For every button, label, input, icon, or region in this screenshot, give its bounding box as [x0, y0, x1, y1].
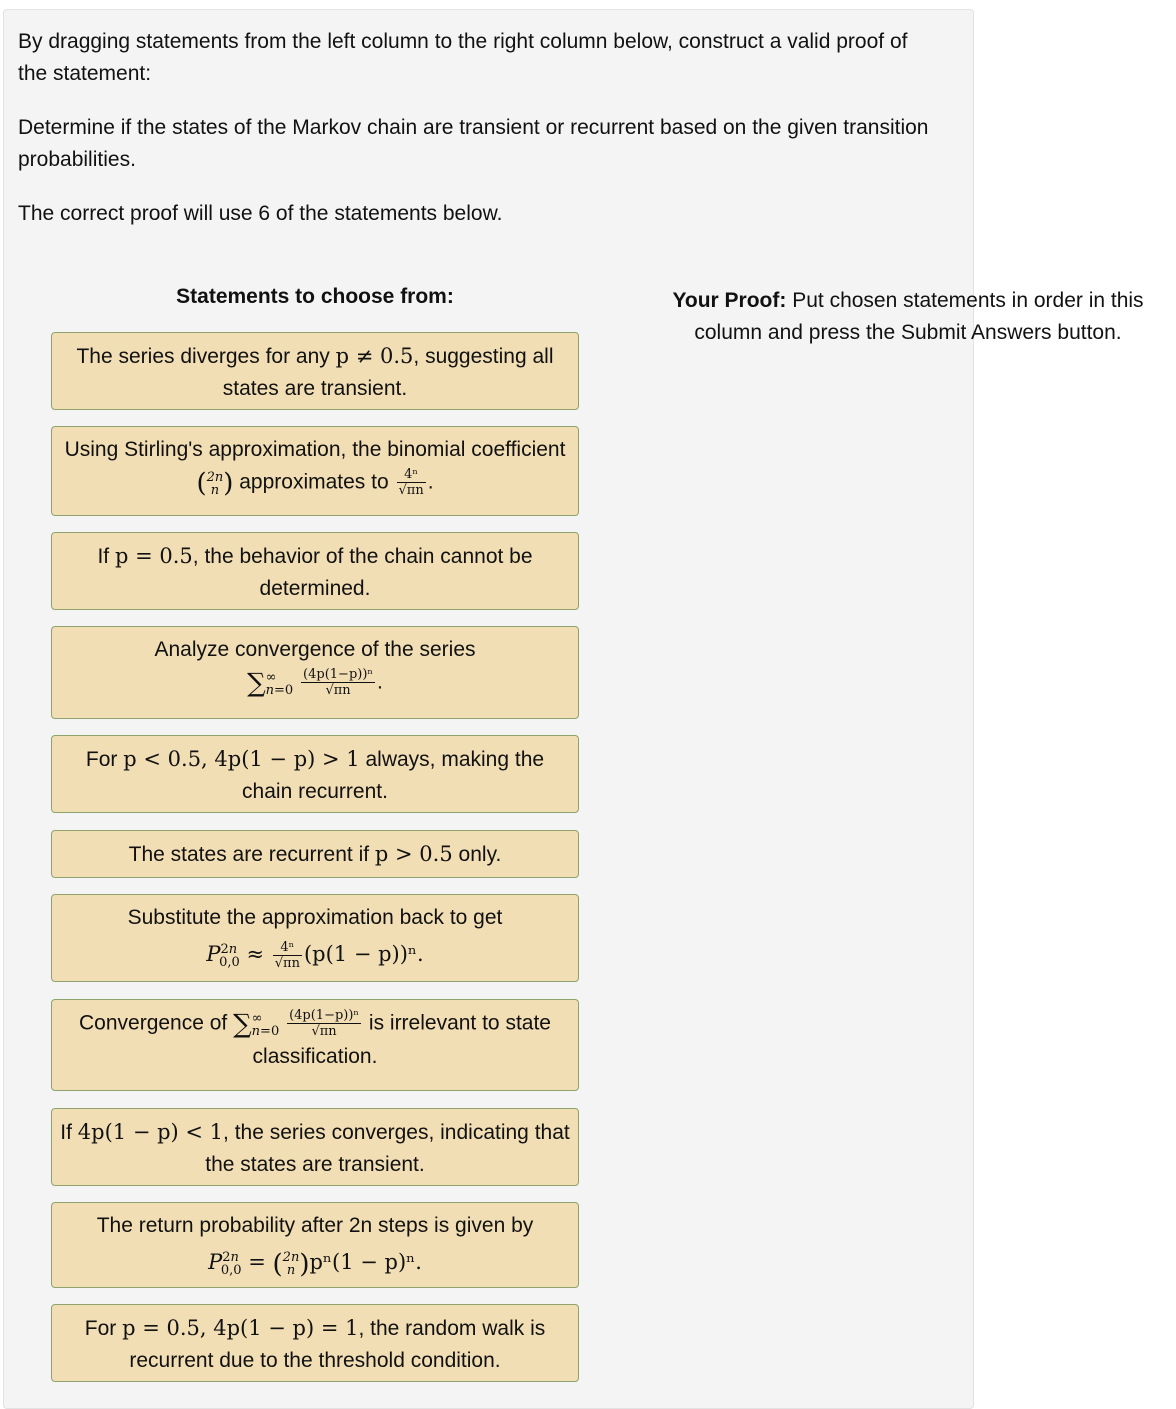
statement-card[interactable]: The return probability after 2n steps is given by $P^{2n}_{0,0} = (2n$ n )pⁿ(1 − p)ⁿ. — [51, 1202, 579, 1288]
math-expression: $P^{2n}_{0,0}$ = — [208, 1250, 273, 1279]
statement-card[interactable]: Using Stirling's approximation, the binomial coefficient (2n n ) approximates to $\frac{\text{4ⁿ}}{√\pi n}$ . — [51, 426, 579, 516]
math-expression: p > 0.5 — [374, 842, 453, 866]
sum-expression: ∑∞ n=0 — [247, 668, 294, 699]
statement-card[interactable]: For p = 0.5, 4p(1 − p) = 1, the random walk is recurrent due to the threshold condition. — [51, 1304, 579, 1382]
math-expression: p < 0.5, 4p(1 − p) > 1 — [123, 747, 360, 771]
binomial-expression: (2n n ) — [272, 1249, 310, 1280]
proof-title-text: Put chosen statements in order in this column and press the Submit Answers button. — [694, 289, 1144, 344]
sum-expression: ∑∞ n=0 — [233, 1009, 280, 1040]
math-expression: $P^{2n}_{0,0}$ ≈ — [206, 942, 271, 971]
proof-column-title[interactable] — [640, 285, 1176, 349]
math-expression: p = 0.5, 4p(1 − p) = 1 — [122, 1316, 359, 1340]
fraction: $\frac{\text{4ⁿ}}{√\pi n}$ — [274, 939, 300, 971]
problem-statement: Determine if the states of the Markov chain are transient or recurrent based on the given transition probabilities. — [18, 116, 929, 171]
fraction: $\frac{\text{4ⁿ}}{√\pi n}$ — [398, 467, 424, 499]
statement-card[interactable]: Analyze convergence of the series ∑∞ n=0 $\frac{\text{(4p(1−p))ⁿ}}{√\pi n}$ . — [51, 626, 579, 719]
math-expression: p ≠ 0.5 — [335, 344, 414, 368]
question-intro — [18, 26, 938, 252]
instruction-text: By dragging statements from the left column to the right column below, construct a valid proof of the statement: — [18, 30, 908, 85]
statement-card[interactable]: If 4p(1 − p) < 1, the series converges, indicating that the states are transient. — [51, 1108, 579, 1186]
statement-card[interactable]: The series diverges for any p ≠ 0.5, suggesting all states are transient. — [51, 332, 579, 410]
fraction: $\frac{\text{(4p(1−p))ⁿ}}{√\pi n}$ — [289, 1008, 360, 1040]
statement-card[interactable]: If p = 0.5, the behavior of the chain cannot be determined. — [51, 532, 579, 610]
statements-column-title: Statements to choose from: — [176, 285, 454, 308]
statement-card[interactable]: For p < 0.5, 4p(1 − p) > 1 always, making the chain recurrent. — [51, 735, 579, 813]
math-expression: 4p(1 − p) < 1 — [77, 1120, 224, 1144]
statement-card[interactable]: Substitute the approximation back to get $P^{2n}_{0,0}$ ≈ $\frac{\text{4ⁿ}}{√\pi n}$ (p(1 − p))ⁿ. — [51, 894, 579, 982]
statement-card[interactable]: The states are recurrent if p > 0.5 only. — [51, 830, 579, 878]
statement-count-note: The correct proof will use 6 of the statements below. — [18, 202, 503, 225]
math-expression: p = 0.5 — [114, 544, 193, 568]
binomial-expression: (2n n ) — [196, 468, 234, 499]
fraction: $\frac{\text{(4p(1−p))ⁿ}}{√\pi n}$ — [303, 667, 374, 699]
statement-card[interactable]: Convergence of ∑∞ n=0 $\frac{\text{(4p(1−p))ⁿ}}{√\pi n}$ is irrelevant to state classification. — [51, 999, 579, 1091]
proof-title-bold: Your Proof: — [672, 289, 787, 312]
